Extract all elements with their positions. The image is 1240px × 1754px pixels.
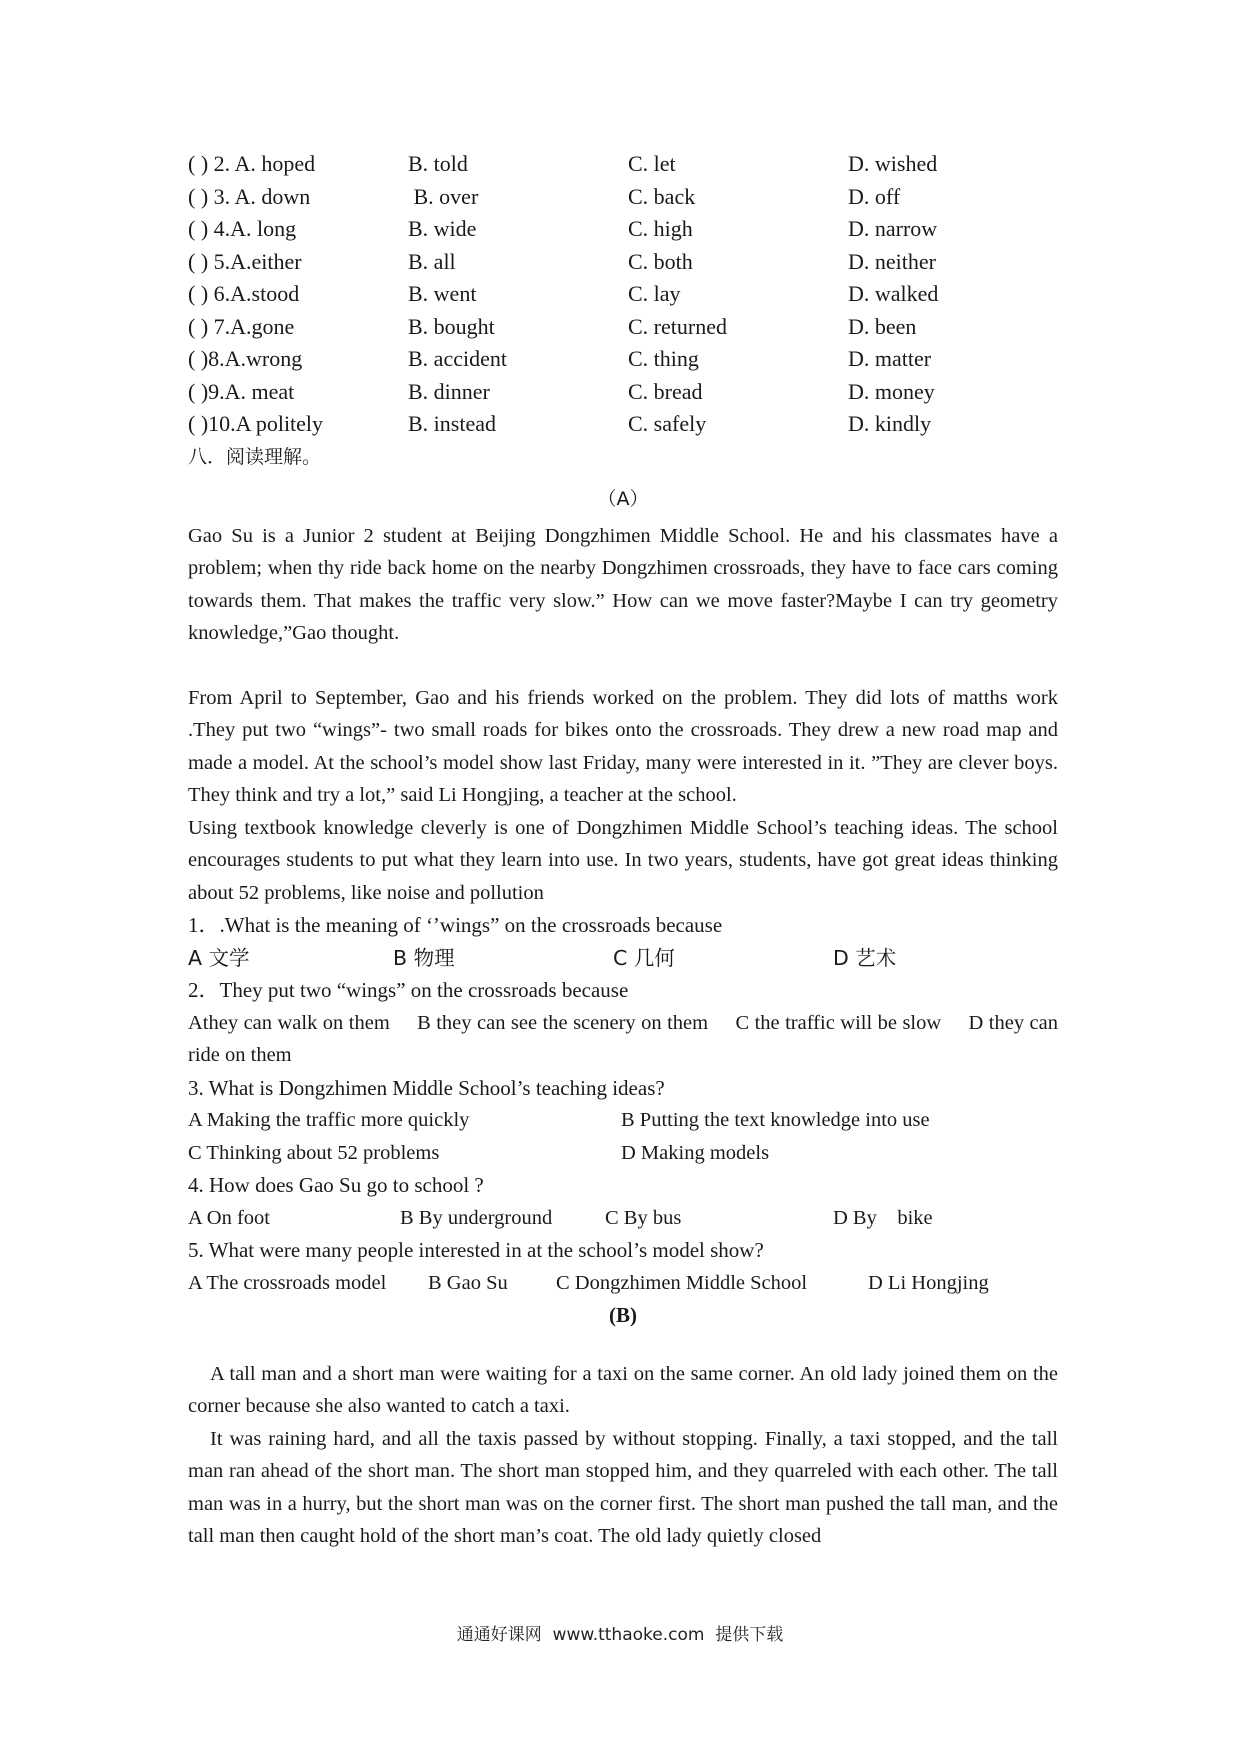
cloze-option-b: B. over	[408, 183, 479, 209]
cloze-row	[188, 311, 1058, 344]
cloze-option-d: D. money	[848, 378, 935, 404]
passage-b-paragraph-2: It was raining hard, and all the taxis passed by without stopping. Finally, a taxi stopped, and the tall man ran ahead of the short man. The short man stopped him, and they quarreled with each other. The tall man was in a hurry, but the short man was on the corner first. The short man pushed the tall man, and the tall man then caught hold of the short man’s coat. The old lady quietly closed	[188, 1427, 1058, 1547]
page-content	[188, 148, 1064, 1553]
paragraph-gap	[188, 650, 1058, 682]
cloze-option-c: C. safely	[628, 411, 707, 436]
cloze-option-a: ( ) 5.A.either	[188, 248, 302, 274]
cloze-option-d: D. narrow	[848, 216, 938, 241]
passage-b-label: (B)	[609, 1303, 637, 1327]
cloze-option-d: D. off	[848, 183, 901, 209]
cloze-option-a: ( ) 7.A.gone	[188, 313, 295, 339]
cloze-option-a: ( )10.A politely	[188, 411, 324, 436]
option: B Putting the text knowledge into use	[621, 1109, 930, 1131]
cloze-option-c: C. let	[628, 151, 676, 176]
cloze-option-c: C. back	[628, 183, 696, 209]
cloze-option-d: D. wished	[848, 151, 938, 176]
cloze-row	[188, 278, 1058, 311]
option: D Making models	[621, 1141, 770, 1164]
page-footer: 通通好课网 www.tthaoke.com 提供下载	[456, 1625, 784, 1645]
option: D By bike	[833, 1206, 933, 1229]
question-2-options: Athey can walk on them B they can see the scenery on them C the traffic will be slow D they can ride on them	[188, 1011, 1064, 1066]
cloze-option-c: C. returned	[628, 313, 727, 339]
option: C Dongzhimen Middle School	[556, 1271, 808, 1294]
option: C Thinking about 52 problems	[188, 1141, 440, 1164]
question-3-options-row-2	[188, 1137, 1058, 1170]
question-4: 4. How does Gao Su go to school ?	[188, 1173, 484, 1197]
passage-a-paragraph-2: From April to September, Gao and his friends worked on the problem. They did lots of matths work .They put two “wings”- two small roads for bikes onto the crossroads. They drew a new road map and made a model. At the school’s model show last Friday, many were interested in it. ”They are clever boys. They think and try a lot,” said Li Hongjing, a teacher at the school.	[188, 686, 1058, 806]
cloze-option-a: ( ) 2. A. hoped	[188, 151, 316, 176]
cloze-option-c: C. both	[628, 248, 693, 274]
cloze-option-d: D. matter	[848, 346, 932, 371]
question-4-options	[188, 1202, 1058, 1235]
section-heading: 八．阅读理解。	[188, 445, 322, 468]
cloze-row	[188, 376, 1058, 409]
passage-a-paragraph-1: Gao Su is a Junior 2 student at Beijing Dongzhimen Middle School. He and his classmates have a problem; when thy ride back home on the nearby Dongzhimen crossroads, they have to face cars coming towards them. That makes the traffic very slow.” How can we move faster?Maybe I can try geometry knowledge,”Gao thought.	[188, 524, 1058, 644]
cloze-option-d: D. kindly	[848, 411, 932, 436]
paragraph-gap	[188, 1332, 1058, 1358]
cloze-option-a: ( ) 4.A. long	[188, 216, 297, 241]
option: A 文学	[188, 945, 250, 970]
cloze-option-d: D. neither	[848, 248, 936, 274]
cloze-option-b: B. accident	[408, 346, 507, 371]
cloze-row	[188, 213, 1058, 246]
passage-a-label: （A）	[597, 488, 649, 510]
cloze-option-b: B. dinner	[408, 378, 490, 404]
question-1-options	[188, 942, 1058, 975]
cloze-row	[188, 246, 1058, 279]
cloze-option-b: B. wide	[408, 216, 477, 241]
passage-b-paragraph-1: A tall man and a short man were waiting for a taxi on the same corner. An old lady joined them on the corner because she also wanted to catch a taxi.	[188, 1362, 1058, 1417]
cloze-option-a: ( ) 6.A.stood	[188, 281, 300, 306]
question-5: 5. What were many people interested in at the school’s model show?	[188, 1238, 764, 1262]
cloze-option-a: ( )9.A. meat	[188, 378, 295, 404]
cloze-row	[188, 343, 1058, 376]
cloze-option-b: B. told	[408, 151, 468, 176]
cloze-row	[188, 181, 1058, 214]
cloze-option-c: C. lay	[628, 281, 681, 306]
option: D 艺术	[833, 945, 897, 970]
cloze-options	[188, 148, 1058, 441]
option: C 几何	[613, 945, 675, 970]
cloze-option-a: ( ) 3. A. down	[188, 183, 311, 209]
cloze-option-b: B. went	[408, 281, 477, 306]
question-3-options-row-1	[188, 1104, 1058, 1137]
option: A On foot	[188, 1206, 270, 1229]
cloze-option-b: B. all	[408, 248, 456, 274]
question-5-options	[188, 1267, 1058, 1300]
option: B By underground	[400, 1206, 553, 1229]
cloze-option-b: B. bought	[408, 313, 495, 339]
cloze-option-d: D. been	[848, 313, 917, 339]
option: D Li Hongjing	[868, 1271, 989, 1294]
option: B Gao Su	[428, 1271, 508, 1294]
cloze-row	[188, 148, 1058, 181]
question-1: 1．.What is the meaning of ‘’wings” on the crossroads because	[188, 913, 723, 937]
question-2: 2．They put two “wings” on the crossroads because	[188, 978, 629, 1002]
cloze-option-c: C. bread	[628, 378, 703, 404]
cloze-row	[188, 408, 1058, 441]
passage-a-paragraph-3: Using textbook knowledge cleverly is one of Dongzhimen Middle School’s teaching ideas. The school encourages students to put what they learn into use. In two years, students, have got great ideas thinking about 52 problems, like noise and pollution	[188, 816, 1058, 904]
question-3: 3. What is Dongzhimen Middle School’s teaching ideas?	[188, 1075, 665, 1100]
option: A The crossroads model	[188, 1271, 387, 1294]
cloze-option-c: C. thing	[628, 346, 699, 371]
cloze-option-b: B. instead	[408, 411, 496, 436]
option: C By bus	[605, 1206, 682, 1229]
cloze-option-c: C. high	[628, 216, 693, 241]
option: B 物理	[393, 945, 455, 970]
cloze-option-d: D. walked	[848, 281, 939, 306]
option: A Making the traffic more quickly	[188, 1109, 470, 1131]
cloze-option-a: ( )8.A.wrong	[188, 346, 303, 371]
